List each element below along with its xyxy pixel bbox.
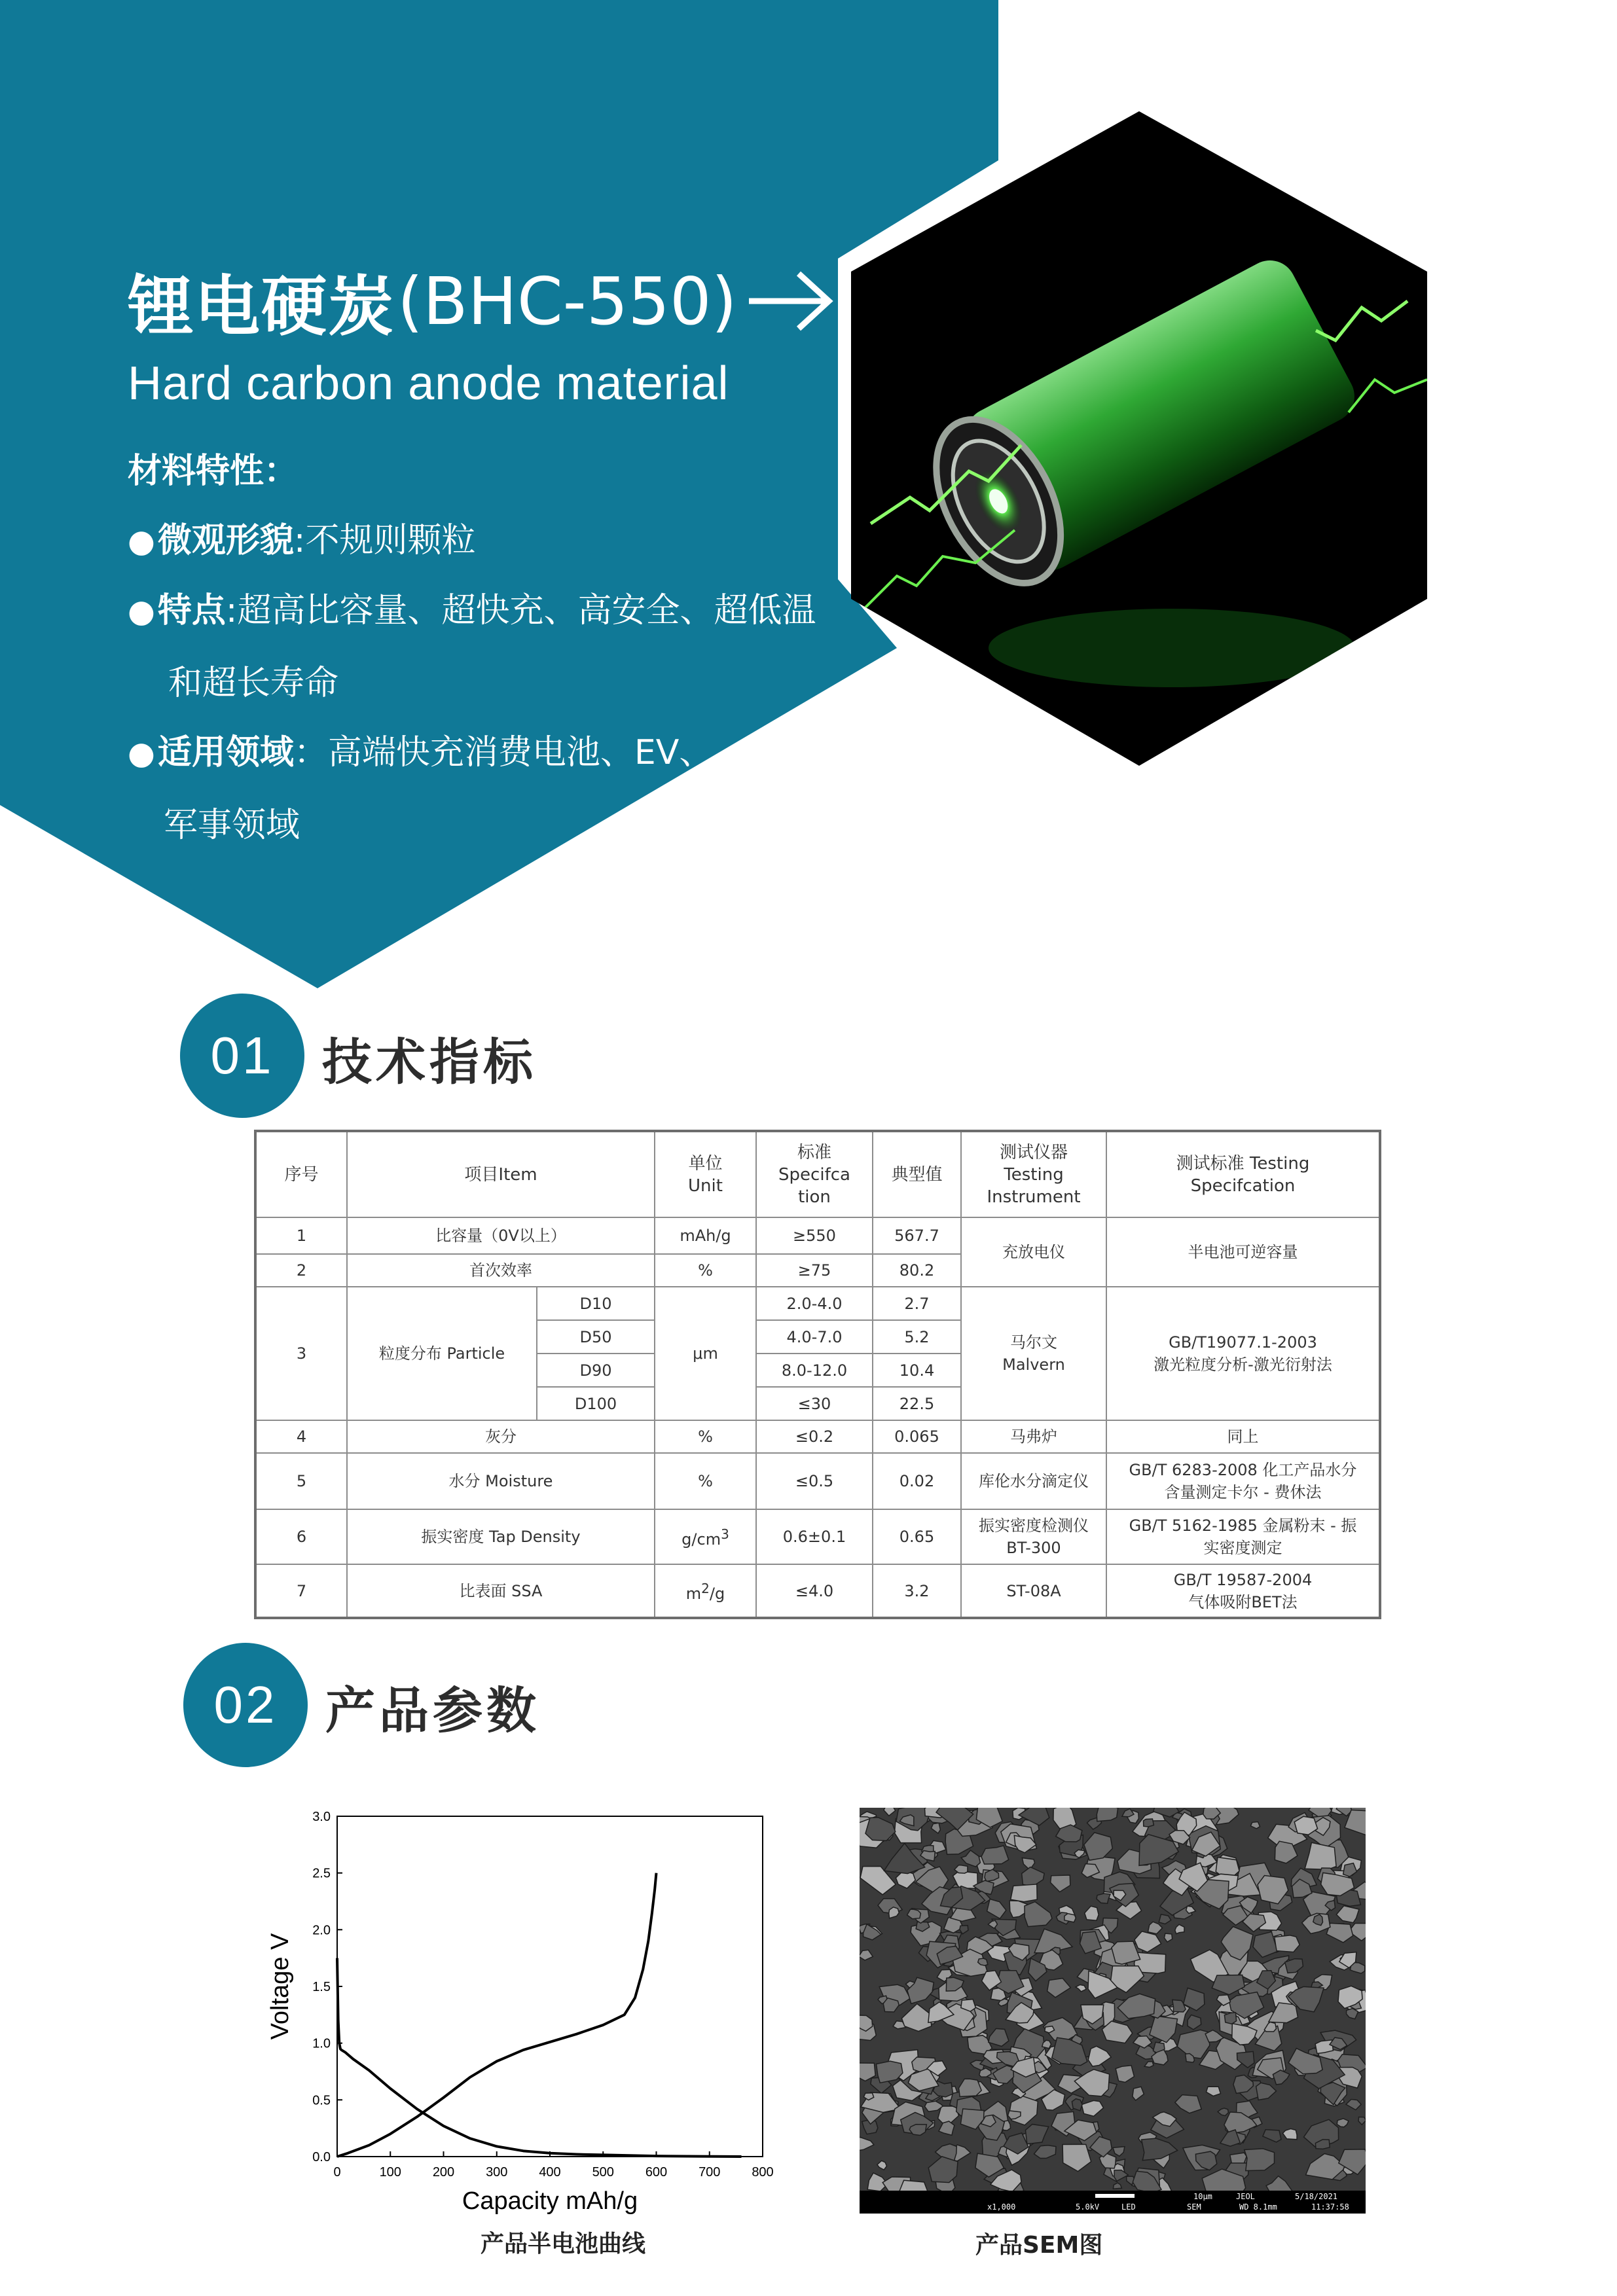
y-tick-label: 1.0 [312,2036,331,2051]
sem-scale-label: 10μm [1193,2192,1212,2201]
chart-caption: 产品半电池曲线 [480,2231,645,2257]
sem-time: 11:37:58 [1311,2202,1349,2212]
cell-item: 首次效率 [347,1254,655,1287]
cell-spec: ≤0.2 [756,1420,873,1453]
table-row [255,1564,1380,1618]
table-row [255,1453,1380,1509]
table-header-row [255,1131,1380,1217]
sem-magnification: x1,000 [987,2202,1016,2212]
cell-typical: 10.4 [873,1354,961,1387]
feature-continuation: 和超长寿命 [168,664,339,703]
cell-spec: 8.0-12.0 [756,1354,873,1387]
sem-working-distance: WD 8.1mm [1239,2202,1277,2212]
header-typical: 典型值 [873,1131,961,1217]
cell-unit: $g/cm^3$ [655,1509,756,1564]
y-tick-label: 2.0 [312,1923,331,1938]
features-heading: 材料特性： [128,452,299,491]
sem-instrument: JEOL [1236,2192,1255,2201]
sem-caption: 产品SEM图 [975,2232,1103,2259]
battery-hexagon-image [831,105,1447,772]
x-tick-label: 700 [699,2165,721,2179]
cell-unit: % [655,1453,756,1509]
cell-subitem: D10 [537,1287,655,1320]
cell-unit: $m^2/g$ [655,1564,756,1618]
cell-method: GB/T 6283-2008 化工产品水分 含量测定卡尔 - 费休法 [1106,1453,1380,1509]
sem-mode: SEM [1187,2202,1201,2212]
feature-continuation: 军事领域 [164,806,300,845]
cell-typical: 0.065 [873,1420,961,1453]
header-unit: 单位 Unit [655,1131,756,1217]
header-no: 序号 [255,1131,347,1217]
cell-method: GB/T19077.1-2003 激光粒度分析-激光衍射法 [1106,1287,1380,1420]
title-product-code: (BHC-550) [397,262,737,340]
cell-subitem: D90 [537,1354,655,1387]
feature-label: 适用领域 [157,733,294,772]
y-tick-label: 2.5 [312,1866,331,1881]
x-tick-label: 100 [379,2165,401,2179]
table-row [255,1509,1380,1564]
table-row [255,1287,1380,1320]
feature-text: 超高比容量、超快充、高安全、超低温 [237,591,816,630]
section-title: 技术指标 [322,1033,537,1091]
cell-item: 比表面 SSA [347,1564,655,1618]
cell-typical: 0.65 [873,1509,961,1564]
cell-instrument: 充放电仪 [961,1217,1106,1287]
cell-instrument: 库伦水分滴定仪 [961,1453,1106,1509]
hero-text [128,252,837,846]
feature-text: 高端快充消费电池、EV、 [327,733,714,772]
plot-frame [337,1816,763,2157]
section-title: 产品参数 [325,1681,540,1740]
y-axis-label: Voltage V [266,1933,294,2040]
cell-item: 振实密度 Tap Density [347,1509,655,1564]
cell-no: 6 [255,1509,347,1564]
cell-instrument: 马弗炉 [961,1420,1106,1453]
cell-instrument: ST-08A [961,1564,1106,1618]
header-instrument: 测试仪器 Testing Instrument [961,1131,1106,1217]
table-row [255,1217,1380,1254]
cell-item: 比容量（0V以上） [347,1217,655,1254]
cell-spec: ≥550 [756,1217,873,1254]
product-title [128,252,837,350]
feature-text: 不规则颗粒 [305,521,476,560]
header-item: 项目Item [347,1131,655,1217]
cell-unit: % [655,1420,756,1453]
y-tick-label: 3.0 [312,1810,331,1824]
cell-item: 粒度分布 Particle [347,1287,537,1420]
cell-no: 7 [255,1564,347,1618]
cell-method: GB/T 5162-1985 金属粉末 - 振 实密度测定 [1106,1509,1380,1564]
title-chinese: 锂电硬炭 [128,268,395,345]
x-axis-label: Capacity mAh/g [462,2187,638,2215]
sem-detector: LED [1121,2202,1136,2212]
cell-instrument: 振实密度检测仪 BT-300 [961,1509,1106,1564]
cell-no: 3 [255,1287,347,1420]
section-number-badge: 02 [183,1643,308,1767]
x-tick-label: 800 [752,2165,774,2179]
cell-item: 水分 Moisture [347,1453,655,1509]
feature-characteristics: ●特点:超高比容量、超快充、高安全、超低温 [128,591,816,630]
sem-date: 5/18/2021 [1295,2192,1338,2201]
cell-typical: 567.7 [873,1217,961,1254]
sem-image [860,1808,1366,2214]
cell-unit: μm [655,1287,756,1420]
x-tick-label: 300 [486,2165,508,2179]
cell-spec: 2.0-4.0 [756,1287,873,1320]
header-method: 测试标准 Testing Specifcation [1106,1131,1380,1217]
cell-item: 灰分 [347,1420,655,1453]
cell-spec: ≤30 [756,1387,873,1420]
x-tick-label: 0 [333,2165,341,2179]
cell-no: 2 [255,1254,347,1287]
feature-applications: ●适用领域：高端快充消费电池、EV、 [128,733,714,772]
x-tick-label: 400 [539,2165,561,2179]
cell-spec: ≥75 [756,1254,873,1287]
x-tick-label: 500 [592,2165,614,2179]
bullet-dot: ● [128,523,155,560]
cell-typical: 80.2 [873,1254,961,1287]
arrow-right-icon [745,268,837,334]
cell-method: GB/T 19587-2004 气体吸附BET法 [1106,1564,1380,1618]
cell-method: 半电池可逆容量 [1106,1217,1380,1287]
voltage-capacity-chart [262,1797,786,2229]
cell-no: 4 [255,1420,347,1453]
cell-no: 1 [255,1217,347,1254]
cell-typical: 5.2 [873,1320,961,1354]
cell-method: 同上 [1106,1420,1380,1453]
x-tick-label: 600 [645,2165,668,2179]
spec-table [254,1130,1381,1619]
cell-spec: ≤4.0 [756,1564,873,1618]
y-tick-label: 0.5 [312,2093,331,2108]
y-tick-label: 0.0 [312,2150,331,2164]
cell-subitem: D50 [537,1320,655,1354]
product-subtitle: Hard carbon anode material [128,357,729,410]
feature-label: 特点 [157,591,226,630]
bullet-dot: ● [128,735,155,772]
cell-typical: 2.7 [873,1287,961,1320]
cell-spec: ≤0.5 [756,1453,873,1509]
y-tick-label: 1.5 [312,1980,331,1994]
section-number-badge: 01 [180,994,304,1118]
cell-typical: 22.5 [873,1387,961,1420]
cell-typical: 3.2 [873,1564,961,1618]
cell-subitem: D100 [537,1387,655,1420]
cell-spec: 0.6±0.1 [756,1509,873,1564]
cell-unit: % [655,1254,756,1287]
header-spec: 标准 Specifca tion [756,1131,873,1217]
x-tick-label: 200 [432,2165,455,2179]
cell-typical: 0.02 [873,1453,961,1509]
feature-label: 微观形貌 [157,521,294,560]
cell-spec: 4.0-7.0 [756,1320,873,1354]
table-row [255,1420,1380,1453]
cell-instrument: 马尔文 Malvern [961,1287,1106,1420]
sem-voltage: 5.0kV [1076,2202,1100,2212]
cell-unit: mAh/g [655,1217,756,1254]
bullet-dot: ● [128,593,155,630]
feature-morphology: ●微观形貌:不规则颗粒 [128,521,476,560]
scale-bar [1095,2194,1135,2198]
cell-no: 5 [255,1453,347,1509]
